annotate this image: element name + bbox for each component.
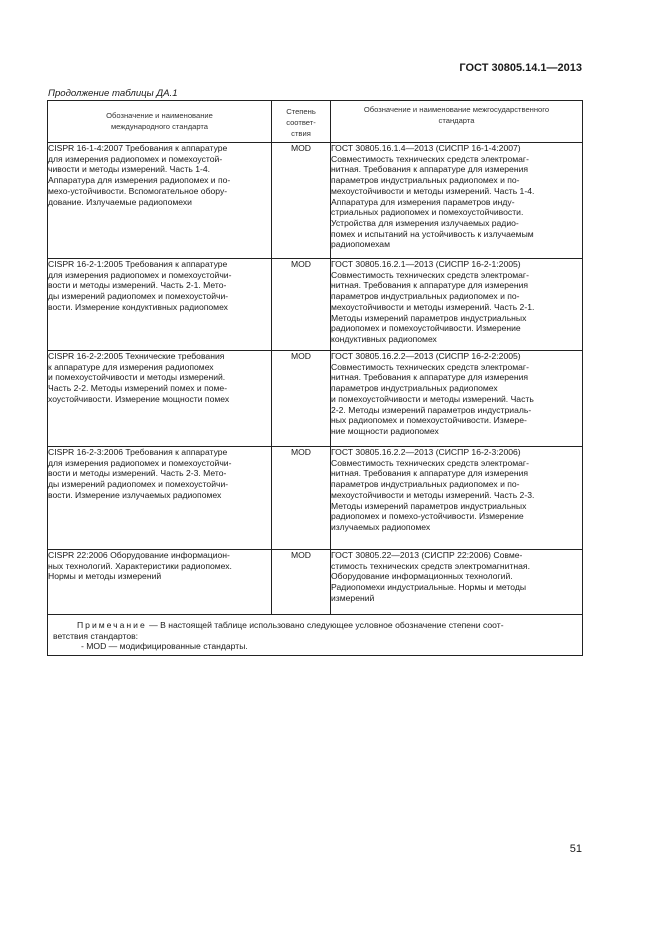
interstate-standard-cell: ГОСТ 30805.16.2.2—2013 (СИСПР 16-2-3:2006) Совместимость технических средств электромаг- нитная. Требования к аппаратуре для измерения параметров индустриальных радиопомех и по- мехоустойчивости и методы измерений. Часть 2-3. Методы измерений параметров индустриальных радиопомех и помехо-устойчивости. Измерение излучаемых радиопомех <box>331 447 583 550</box>
table-caption: Продолжение таблицы ДА.1 <box>48 88 178 99</box>
table-header-row <box>48 101 583 143</box>
interstate-standard-cell: ГОСТ 30805.16.2.1—2013 (СИСПР 16-2-1:2005) Совместимость технических средств электромаг- нитная. Требования к аппаратуре для измерения параметров индустриальных радиопомех и по- мехоустойчивости и методы измерений. Часть 2-1. Методы измерений параметров индустриальных радиопомех и помехоустойчивости. Измерение кондуктивных радиопомех <box>331 259 583 351</box>
column-header-interstate: Обозначение и наименование межгосударственного стандарта <box>331 101 583 143</box>
degree-cell: MOD <box>272 143 331 259</box>
page-number: 51 <box>569 843 582 855</box>
note-item: - MOD — модифицированные стандарты. <box>81 641 248 652</box>
degree-cell: MOD <box>272 259 331 351</box>
table-row <box>48 351 583 447</box>
table-note <box>48 615 583 656</box>
note-row <box>48 615 583 656</box>
standards-table <box>47 100 583 656</box>
column-header-degree: Степень соответ- ствия <box>272 101 331 143</box>
international-standard-cell: CISPR 16-2-2:2005 Технические требования к аппаратуре для измерения радиопомех и помехоустойчивости и методы измерений. Часть 2-2. Методы измерений помех и поме- хоустойчивости. Измерение мощности помех <box>48 351 272 447</box>
interstate-standard-cell: ГОСТ 30805.16.1.4—2013 (СИСПР 16-1-4:2007) Совместимость технических средств электромаг- нитная. Требования к аппаратуре для измерения параметров индустриальных радиопомех и по- мехоустойчивости и методы измерений. Часть 1-4. Аппаратура для измерения параметров инду- стриальных радиопомех и помехоустойчивости. Устройства для измерения излучаемых радио- помех и испытаний на устойчивость к излучаемым радиопомехам <box>331 143 583 259</box>
table-row <box>48 447 583 550</box>
table-row <box>48 259 583 351</box>
document-code: ГОСТ 30805.14.1—2013 <box>459 62 582 74</box>
degree-cell: MOD <box>272 550 331 615</box>
international-standard-cell: CISPR 16-2-1:2005 Требования к аппаратуре для измерения радиопомех и помехоустойчи- вости и методы измерений. Часть 2-1. Мето- ды измерений радиопомех и помехоустойчи- вости. Измерение кондуктивных радиопомех <box>48 259 272 351</box>
table-row <box>48 550 583 615</box>
table-row <box>48 143 583 259</box>
note-text: — В настоящей таблице использовано следующее условное обозначение степени соот- ветствия стандартов: <box>53 620 504 641</box>
column-header-international: Обозначение и наименование международного стандарта <box>48 101 272 143</box>
interstate-standard-cell: ГОСТ 30805.22—2013 (СИСПР 22:2006) Совме- стимость технических средств электромагнитная. Оборудование информационных технологий. Радиопомехи индустриальные. Нормы и методы измерений <box>331 550 583 615</box>
international-standard-cell: CISPR 16-2-3:2006 Требования к аппаратуре для измерения радиопомех и помехоустойчи- вости и методы измерений. Часть 2-3. Мето- ды измерений радиопомех и помехоустойчи- вости. Измерение излучаемых радиопомех <box>48 447 272 550</box>
interstate-standard-cell: ГОСТ 30805.16.2.2—2013 (СИСПР 16-2-2:2005) Совместимость технических средств электромаг- нитная. Требования к аппаратуре для измерения параметров индустриальных радиопомех и помехоустойчивости и методы измерений. Часть 2-2. Методы измерений параметров индустриаль- ных радиопомех и помехоустойчивости. Измере- ние мощности радиопомех <box>331 351 583 447</box>
degree-cell: MOD <box>272 351 331 447</box>
international-standard-cell: CISPR 16-1-4:2007 Требования к аппаратуре для измерения радиопомех и помехоустой- чивости и методы измерений. Часть 1-4. Аппаратура для измерения радиопомех и по- мехо-устойчивости. Вспомогательное обору- дование. Излучаемые радиопомехи <box>48 143 272 259</box>
degree-cell: MOD <box>272 447 331 550</box>
international-standard-cell: CISPR 22:2006 Оборудование информацион- ных технологий. Характеристики радиопомех. Нормы и методы измерений <box>48 550 272 615</box>
note-label: Примечание <box>77 620 147 630</box>
